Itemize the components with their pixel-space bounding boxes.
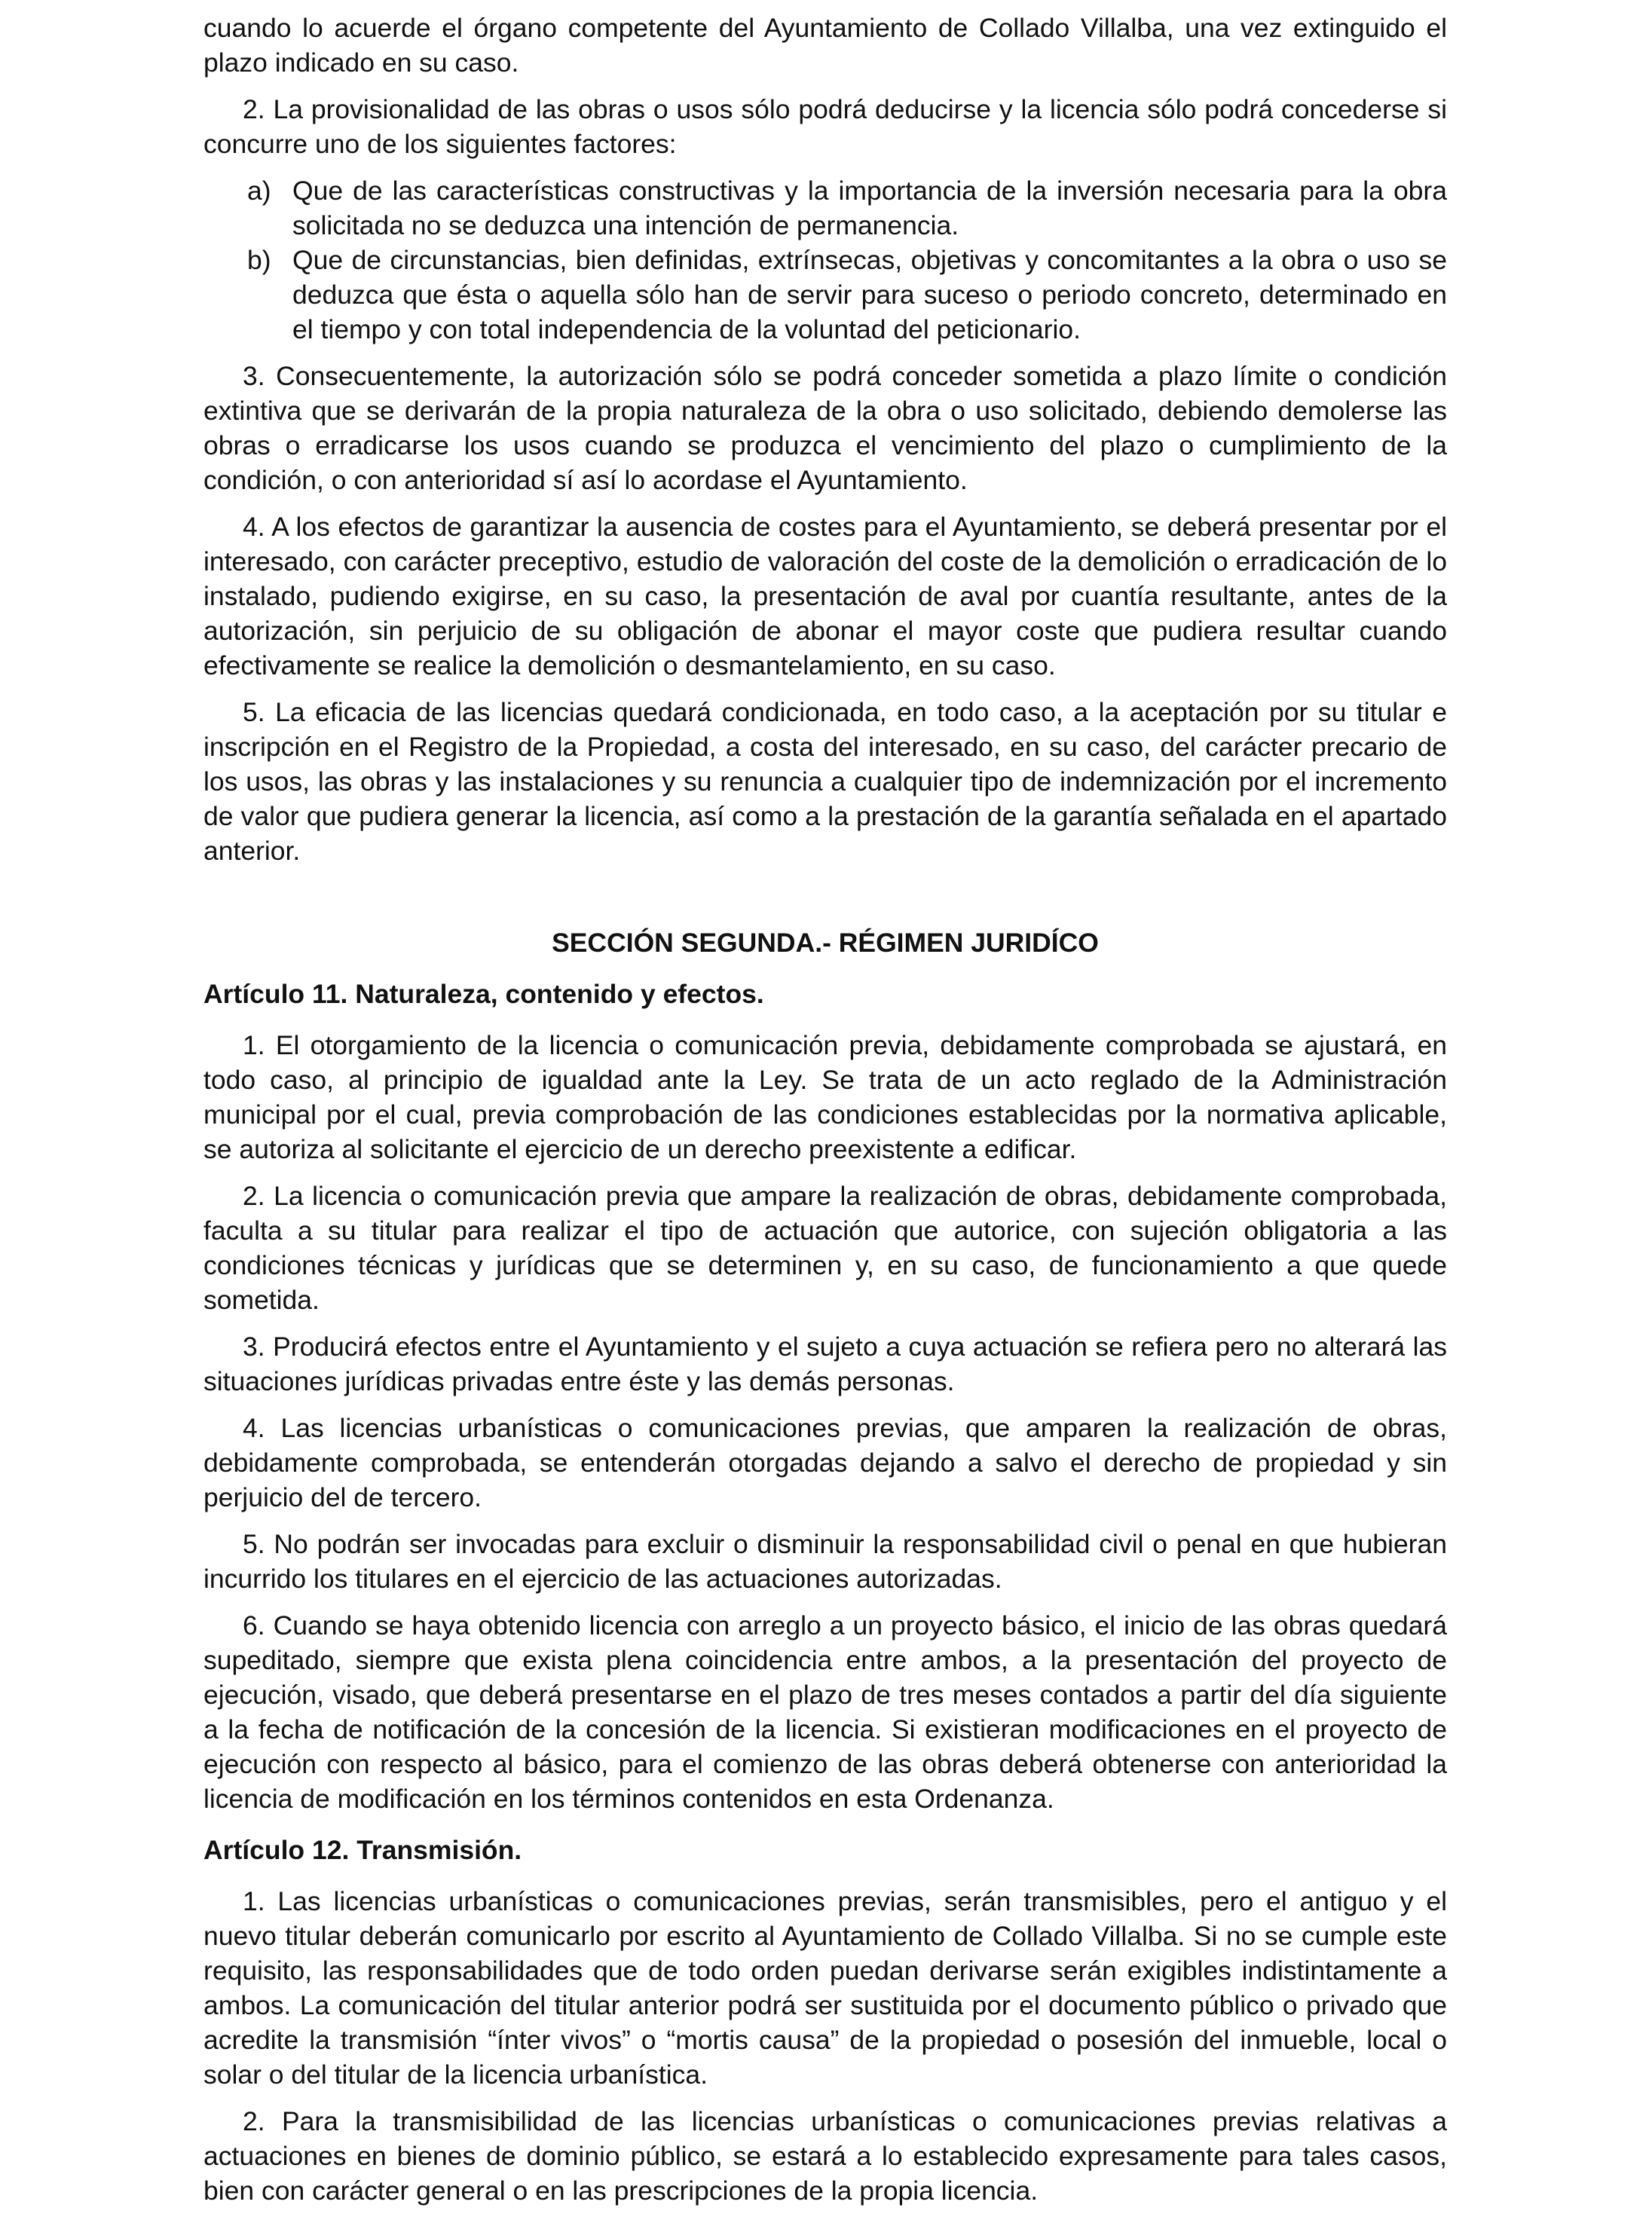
factors-list bbox=[203, 173, 1447, 347]
paragraph-5: 5. La eficacia de las licencias quedará condicionada, en todo caso, a la aceptación por su titular e inscripción en el Registro de la Propiedad, a costa del interesado, en su caso, del carácter precario de los usos, las obras y las instalaciones y su renuncia a cualquier tipo de indemnización por el incremento de valor que pudiera generar la licencia, así como a la prestación de la garantía señalada en el apartado anterior. bbox=[203, 697, 1447, 866]
article-12-paragraph: 2. Para la transmisibilidad de las licencias urbanísticas o comunicaciones previas relativas a actuaciones en bienes de dominio público, se estará a lo establecido expresamente para tales casos, bien con carácter general o en las prescripciones de la propia licencia. bbox=[203, 2106, 1447, 2206]
article-11-paragraph: 6. Cuando se haya obtenido licencia con arreglo a un proyecto básico, el inicio de las obras quedará supeditado, siempre que exista plena coincidencia entre ambos, a la presentación del proyecto de ejecución, visado, que deberá presentarse en el plazo de tres meses contados a partir del día siguiente a la fecha de notificación de la concesión de la licencia. Si existieran modificaciones en el proyecto de ejecución con respecto al básico, para el comienzo de las obras deberá obtenerse con anterioridad la licencia de modificación en los términos contenidos en esta Ordenanza. bbox=[203, 1610, 1447, 1814]
article-11-paragraph: 4. Las licencias urbanísticas o comunicaciones previas, que amparen la realización de obras, debidamente comprobada, se entenderán otorgadas dejando a salvo el derecho de propiedad y sin perjuicio del de tercero. bbox=[203, 1413, 1447, 1512]
section-title: SECCIÓN SEGUNDA.- RÉGIMEN JURIDÍCO bbox=[552, 928, 1099, 958]
list-item bbox=[203, 173, 1447, 243]
article-11-paragraph: 1. El otorgamiento de la licencia o comunicación previa, debidamente comprobada se ajustará, en todo caso, al principio de igualdad ante la Ley. Se trata de un acto reglado de la Administración municipal por el cual, previa comprobación de las condiciones establecidas por la normativa aplicable, se autoriza al solicitante el ejercicio de un derecho preexistente a edificar. bbox=[203, 1030, 1447, 1164]
list-item-letter: a) bbox=[247, 176, 271, 206]
paragraph-4: 4. A los efectos de garantizar la ausencia de costes para el Ayuntamiento, se deberá presentar por el interesado, con carácter preceptivo, estudio de valoración del coste de la demolición o erradicación de lo instalado, pudiendo exigirse, en su caso, la presentación de aval por cuantía resultante, antes de la autorización, sin perjuicio de su obligación de abonar el mayor coste que pudiera resultar cuando efectivamente se realice la demolición o desmantelamiento, en su caso. bbox=[203, 512, 1447, 680]
article-11-paragraph: 2. La licencia o comunicación previa que ampare la realización de obras, debidamente comprobada, faculta a su titular para realizar el tipo de actuación que autorice, con sujeción obligatoria a las condiciones técnicas y jurídicas que se determinen y, en su caso, de funcionamiento a que quede sometida. bbox=[203, 1181, 1447, 1315]
intro-paragraph: cuando lo acuerde el órgano competente del Ayuntamiento de Collado Villalba, una vez extinguido el plazo indicado en su caso. bbox=[203, 13, 1447, 78]
paragraph-3: 3. Consecuentemente, la autorización sólo se podrá conceder sometida a plazo límite o condición extintiva que se derivarán de la propia naturaleza de la obra o uso solicitado, debiendo demolerse las obras o erradicarse los usos cuando se produzca el vencimiento del plazo o cumplimiento de la condición, o con anterioridad sí así lo acordase el Ayuntamiento. bbox=[203, 361, 1447, 495]
article-11-paragraph: 5. No podrán ser invocadas para excluir o disminuir la responsabilidad civil o penal en que hubieran incurrido los titulares en el ejercicio de las actuaciones autorizadas. bbox=[203, 1529, 1447, 1594]
list-item-letter: b) bbox=[247, 245, 271, 275]
list-item bbox=[203, 243, 1447, 347]
list-item-text: Que de las características constructivas y la importancia de la inversión necesaria para la obra solicitada no se deduzca una intención de permanencia. bbox=[292, 176, 1447, 240]
article-12-title: Artículo 12. Transmisión. bbox=[203, 1835, 522, 1865]
article-11-title: Artículo 11. Naturaleza, contenido y efectos. bbox=[203, 979, 764, 1009]
document-page bbox=[203, 11, 1447, 2220]
paragraph-2: 2. La provisionalidad de las obras o usos sólo podrá deducirse y la licencia sólo podrá concederse si concurre uno de los siguientes factores: bbox=[203, 94, 1447, 159]
article-12-paragraph: 1. Las licencias urbanísticas o comunicaciones previas, serán transmisibles, pero el antiguo y el nuevo titular deberán comunicarlo por escrito al Ayuntamiento de Collado Villalba. Si no se cumple este requisito, las responsabilidades que de todo orden puedan derivarse serán exigibles indistintamente a ambos. La comunicación del titular anterior podrá ser sustituida por el documento público o privado que acredite la transmisión “ínter vivos” o “mortis causa” de la propiedad o posesión del inmueble, local o solar o del titular de la licencia urbanística. bbox=[203, 1886, 1447, 2090]
article-11-paragraph: 3. Producirá efectos entre el Ayuntamiento y el sujeto a cuya actuación se refiera pero no alterará las situaciones jurídicas privadas entre éste y las demás personas. bbox=[203, 1332, 1447, 1396]
list-item-text: Que de circunstancias, bien definidas, extrínsecas, objetivas y concomitantes a la obra o uso se deduzca que ésta o aquella sólo han de servir para suceso o periodo concreto, determinado en el tiempo y con total independencia de la voluntad del peticionario. bbox=[292, 245, 1447, 344]
